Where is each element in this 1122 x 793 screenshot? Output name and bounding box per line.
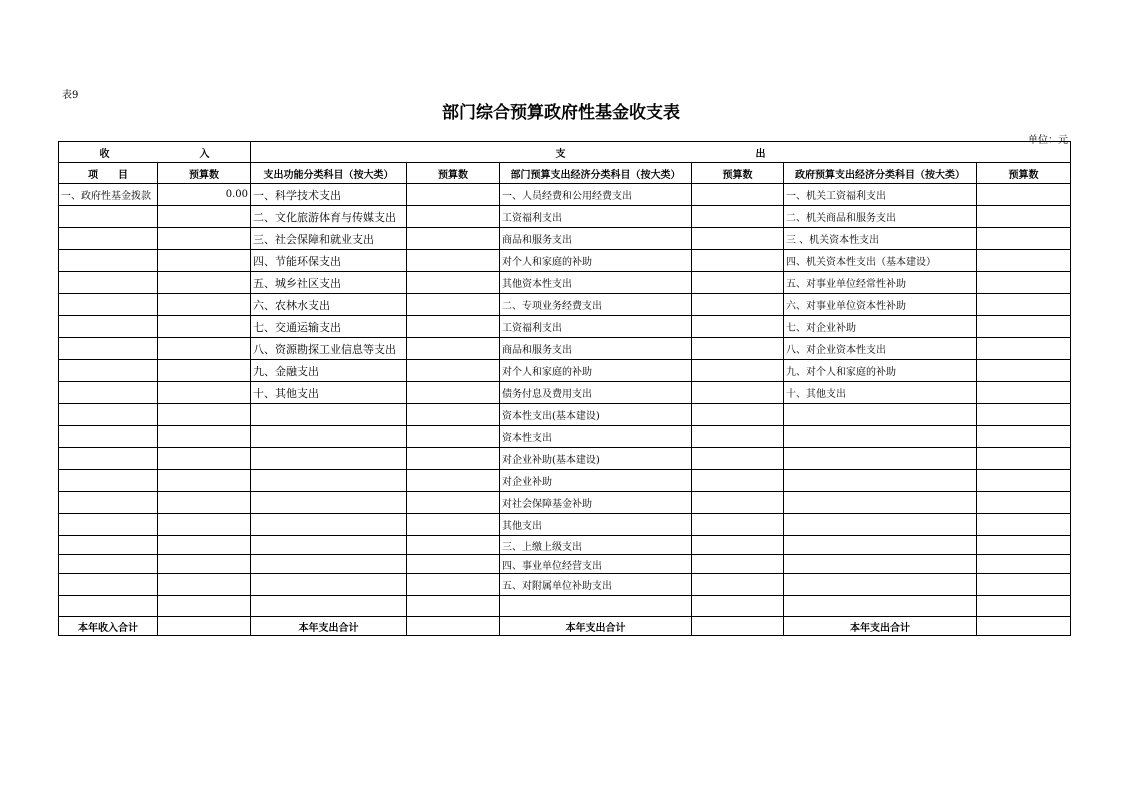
cell [692, 206, 784, 228]
cell [692, 404, 784, 426]
cell [407, 206, 500, 228]
cell [59, 536, 158, 555]
table-row [59, 574, 1071, 596]
dept-item: 商品和服务支出 [500, 228, 692, 250]
cell [692, 382, 784, 404]
cell [158, 574, 251, 596]
cell [251, 426, 407, 448]
cell [407, 536, 500, 555]
cell [59, 492, 158, 514]
cell [407, 470, 500, 492]
gov-item: 九、对个人和家庭的补助 [784, 360, 977, 382]
dept-item: 其他支出 [500, 514, 692, 536]
func-item: 三、社会保障和就业支出 [251, 228, 407, 250]
table-row [59, 272, 1071, 294]
cell [59, 360, 158, 382]
cell [407, 250, 500, 272]
cell [977, 360, 1071, 382]
cell [977, 555, 1071, 574]
gov-item: 一、机关工资福利支出 [784, 184, 977, 206]
cell [977, 272, 1071, 294]
cell [251, 470, 407, 492]
dept-item: 四、事业单位经营支出 [500, 555, 692, 574]
cell [692, 360, 784, 382]
cell [59, 338, 158, 360]
cell [407, 448, 500, 470]
col-header-budget: 预算数 [977, 163, 1071, 184]
dept-item: 工资福利支出 [500, 206, 692, 228]
cell [158, 228, 251, 250]
cell [251, 514, 407, 536]
cell [500, 596, 692, 617]
table-row [59, 536, 1071, 555]
cell [977, 228, 1071, 250]
cell [251, 596, 407, 617]
table-row [59, 360, 1071, 382]
cell [407, 514, 500, 536]
header-row-section [59, 142, 1071, 163]
dept-item: 一、人员经费和公用经费支出 [500, 184, 692, 206]
cell [59, 596, 158, 617]
cell [784, 596, 977, 617]
cell [158, 426, 251, 448]
cell [59, 272, 158, 294]
cell [977, 338, 1071, 360]
cell [784, 514, 977, 536]
cell [407, 492, 500, 514]
col-header-budget: 预算数 [692, 163, 784, 184]
col-header-budget: 预算数 [158, 163, 251, 184]
table-row [59, 338, 1071, 360]
cell [407, 360, 500, 382]
cell [251, 448, 407, 470]
cell [158, 536, 251, 555]
func-item: 九、金融支出 [251, 360, 407, 382]
cell [977, 492, 1071, 514]
cell [977, 574, 1071, 596]
cell [407, 426, 500, 448]
dept-item: 对社会保障基金补助 [500, 492, 692, 514]
cell [407, 555, 500, 574]
func-item: 五、城乡社区支出 [251, 272, 407, 294]
cell [59, 404, 158, 426]
col-header-budget: 预算数 [407, 163, 500, 184]
cell [158, 272, 251, 294]
col-header-gov-econ-category: 政府预算支出经济分类科目（按大类） [784, 163, 977, 184]
cell [692, 250, 784, 272]
cell [59, 316, 158, 338]
page-title: 部门综合预算政府性基金收支表 [442, 103, 680, 123]
cell [407, 272, 500, 294]
table-row [59, 228, 1071, 250]
cell [251, 492, 407, 514]
func-item: 十、其他支出 [251, 382, 407, 404]
cell [977, 206, 1071, 228]
table-row [59, 492, 1071, 514]
cell [158, 596, 251, 617]
table-row [59, 448, 1071, 470]
dept-item: 资本性支出(基本建设) [500, 404, 692, 426]
cell [977, 536, 1071, 555]
cell [158, 492, 251, 514]
cell [977, 404, 1071, 426]
cell [977, 448, 1071, 470]
cell [251, 536, 407, 555]
cell [158, 448, 251, 470]
cell [692, 272, 784, 294]
table-row [59, 294, 1071, 316]
cell [407, 382, 500, 404]
income-section-header: 收 入 [59, 142, 251, 163]
income-item: 一、政府性基金拨款 [59, 184, 158, 206]
cell [784, 574, 977, 596]
cell [59, 555, 158, 574]
cell [977, 426, 1071, 448]
table-row [59, 596, 1071, 617]
cell [158, 250, 251, 272]
cell [784, 492, 977, 514]
cell [59, 426, 158, 448]
cell [692, 316, 784, 338]
col-header-dept-econ-category: 部门预算支出经济分类科目（按大类） [500, 163, 692, 184]
cell [977, 470, 1071, 492]
func-item: 七、交通运输支出 [251, 316, 407, 338]
cell [692, 228, 784, 250]
gov-total-label: 本年支出合计 [784, 617, 977, 636]
cell [692, 184, 784, 206]
table-row [59, 382, 1071, 404]
unit-label: 单位：元 [1028, 135, 1068, 146]
cell [158, 555, 251, 574]
col-header-func-category: 支出功能分类科目（按大类） [251, 163, 407, 184]
table-row [59, 470, 1071, 492]
cell [59, 206, 158, 228]
cell [692, 448, 784, 470]
dept-item: 商品和服务支出 [500, 338, 692, 360]
dept-item: 债务付息及费用支出 [500, 382, 692, 404]
totals-row [59, 617, 1071, 636]
table-row [59, 206, 1071, 228]
cell [59, 574, 158, 596]
cell [784, 448, 977, 470]
gov-item: 三 、机关资本性支出 [784, 228, 977, 250]
cell [59, 228, 158, 250]
budget-table [58, 141, 1071, 636]
gov-item: 四、机关资本性支出（基本建设） [784, 250, 977, 272]
dept-item: 资本性支出 [500, 426, 692, 448]
cell [977, 316, 1071, 338]
cell [407, 338, 500, 360]
cell [59, 250, 158, 272]
table-row [59, 555, 1071, 574]
cell [692, 294, 784, 316]
cell [59, 514, 158, 536]
cell [158, 404, 251, 426]
gov-item: 十、其他支出 [784, 382, 977, 404]
func-item: 四、节能环保支出 [251, 250, 407, 272]
cell [251, 574, 407, 596]
cell [977, 294, 1071, 316]
income-total-label: 本年收入合计 [59, 617, 158, 636]
table-row [59, 316, 1071, 338]
cell [407, 294, 500, 316]
dept-item: 工资福利支出 [500, 316, 692, 338]
header-row-columns [59, 163, 1071, 184]
table-row [59, 514, 1071, 536]
dept-item: 对企业补助(基本建设) [500, 448, 692, 470]
cell [692, 470, 784, 492]
table-row [59, 426, 1071, 448]
cell [59, 382, 158, 404]
gov-item: 五、对事业单位经常性补助 [784, 272, 977, 294]
cell [784, 555, 977, 574]
cell [977, 184, 1071, 206]
dept-item: 三、上缴上级支出 [500, 536, 692, 555]
cell [158, 316, 251, 338]
dept-item: 其他资本性支出 [500, 272, 692, 294]
func-item: 二、文化旅游体育与传媒支出 [251, 206, 407, 228]
gov-item: 八、对企业资本性支出 [784, 338, 977, 360]
cell [59, 294, 158, 316]
cell [407, 404, 500, 426]
cell [407, 184, 500, 206]
cell [407, 228, 500, 250]
cell [407, 596, 500, 617]
cell [158, 338, 251, 360]
cell [784, 470, 977, 492]
func-total-label: 本年支出合计 [251, 617, 407, 636]
cell [158, 206, 251, 228]
table-row [59, 184, 1071, 206]
cell [692, 617, 784, 636]
cell [692, 536, 784, 555]
cell [692, 574, 784, 596]
cell [692, 492, 784, 514]
cell [407, 574, 500, 596]
dept-item: 对企业补助 [500, 470, 692, 492]
cell [158, 617, 251, 636]
dept-total-label: 本年支出合计 [500, 617, 692, 636]
cell [784, 536, 977, 555]
table-number: 表9 [62, 90, 79, 101]
cell [977, 514, 1071, 536]
cell [251, 404, 407, 426]
cell [977, 596, 1071, 617]
gov-item: 六、对事业单位资本性补助 [784, 294, 977, 316]
gov-item: 七、对企业补助 [784, 316, 977, 338]
cell [407, 316, 500, 338]
cell [692, 596, 784, 617]
gov-item: 二、机关商品和服务支出 [784, 206, 977, 228]
cell [158, 514, 251, 536]
cell [692, 514, 784, 536]
table-row [59, 404, 1071, 426]
cell [692, 426, 784, 448]
func-item: 六、农林水支出 [251, 294, 407, 316]
cell [251, 555, 407, 574]
table-row [59, 250, 1071, 272]
cell [158, 360, 251, 382]
cell [784, 404, 977, 426]
cell [158, 470, 251, 492]
cell [692, 338, 784, 360]
func-item: 八、资源勘探工业信息等支出 [251, 338, 407, 360]
cell [977, 382, 1071, 404]
dept-item: 二、专项业务经费支出 [500, 294, 692, 316]
expense-section-header: 支 出 [251, 142, 1071, 163]
col-header-item: 项 目 [59, 163, 158, 184]
dept-item: 五、对附属单位补助支出 [500, 574, 692, 596]
cell [784, 426, 977, 448]
cell [59, 448, 158, 470]
dept-item: 对个人和家庭的补助 [500, 250, 692, 272]
dept-item: 对个人和家庭的补助 [500, 360, 692, 382]
func-item: 一、科学技术支出 [251, 184, 407, 206]
income-value: 0.00 [158, 184, 251, 206]
cell [407, 617, 500, 636]
cell [158, 294, 251, 316]
cell [59, 470, 158, 492]
cell [977, 617, 1071, 636]
cell [158, 382, 251, 404]
cell [977, 250, 1071, 272]
cell [692, 555, 784, 574]
